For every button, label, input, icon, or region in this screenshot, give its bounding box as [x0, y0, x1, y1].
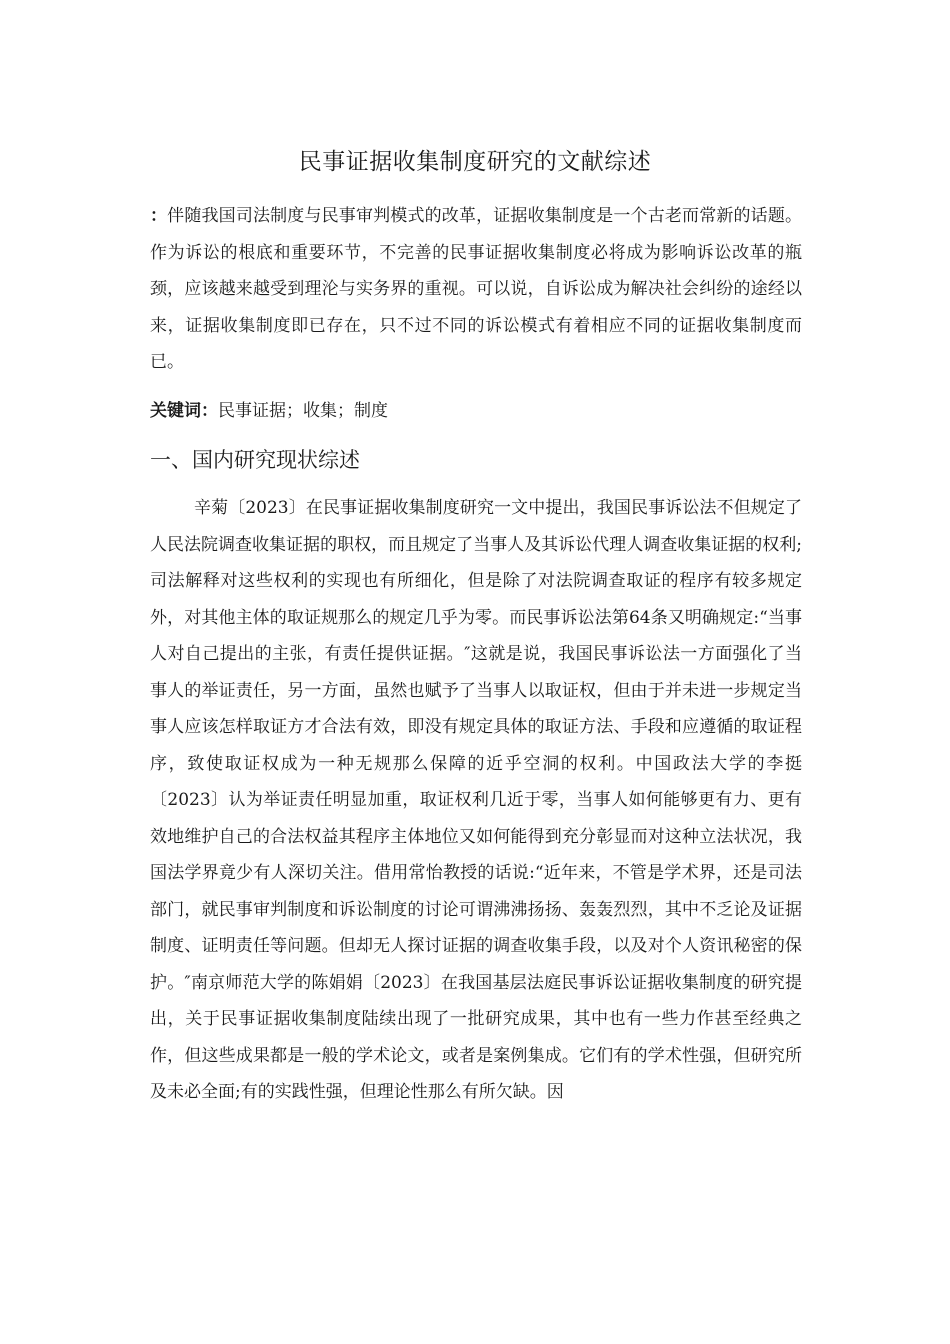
- keywords-value: 民事证据；收集；制度: [218, 401, 388, 421]
- section-heading: 一、国内研究现状综述: [150, 448, 360, 472]
- document-title: 民事证据收集制度研究的文献综述: [298, 149, 652, 175]
- keywords-label: 关键词：: [150, 401, 218, 421]
- abstract-text: 伴随我国司法制度与民事审判模式的改革，证据收集制度是一个古老而常新的话题。作为诉讼的根底和重要环节，不完善的民事证据收集制度必将成为影响诉讼改革的瓶颈，应该越来越受到理沦与实务界的重视。可以说，自诉讼成为解决社会纠纷的途经以来，证据收集制度即已存在，只不过不同的诉讼模式有着相应不同的证据收集制度而已。: [150, 206, 803, 372]
- keywords-line: [150, 393, 388, 429]
- abstract-paragraph: [150, 198, 802, 381]
- body-paragraph: 辛菊〔2023〕在民事证据收集制度研究一文中提出，我国民事诉讼法不但规定了人民法院调查收集证据的职权，而且规定了当事人及其诉讼代理人调查收集证据的权利;司法解释对这些权利的实现也有所细化，但是除了对法院调查取证的程序有较多规定外，对其他主体的取证规那么的规定几乎为零。而民事诉讼法第64条又明确规定:“当事人对自己提出的主张，有责任提供证据。″这就是说，我国民事诉讼法一方面强化了当事人的举证责任，另一方面，虽然也赋予了当事人以取证权，但由于并未进一步规定当事人应该怎样取证方才合法有效，即没有规定具体的取证方法、手段和应遵循的取证程序，致使取证权成为一种无规那么保障的近乎空洞的权利。中国政法大学的李挺〔2023〕认为举证责任明显加重，取证权利几近于零，当事人如何能够更有力、更有效地维护自己的合法权益其程序主体地位又如何能得到充分彰显而对这种立法状况，我国法学界竟少有人深切关注。借用常怡教授的话说:“近年来，不管是学术界，还是司法部门，就民事审判制度和诉讼制度的讨论可谓沸沸扬扬、轰轰烈烈，其中不乏论及证据制度、证明责任等问题。但却无人探讨证据的调查收集手段，以及对个人资讯秘密的保护。″南京师范大学的陈娟娟〔2023〕在我国基层法庭民事诉讼证据收集制度的研究提出，关于民事证据收集制度陆续出现了一批研究成果，其中也有一些力作甚至经典之作，但这些成果都是一般的学术论文，或者是案例集成。它们有的学术性强，但研究所及未必全面;有的实践性强，但理论性那么有所欠缺。因: [150, 498, 802, 1102]
- abstract-lead: ：: [150, 206, 168, 226]
